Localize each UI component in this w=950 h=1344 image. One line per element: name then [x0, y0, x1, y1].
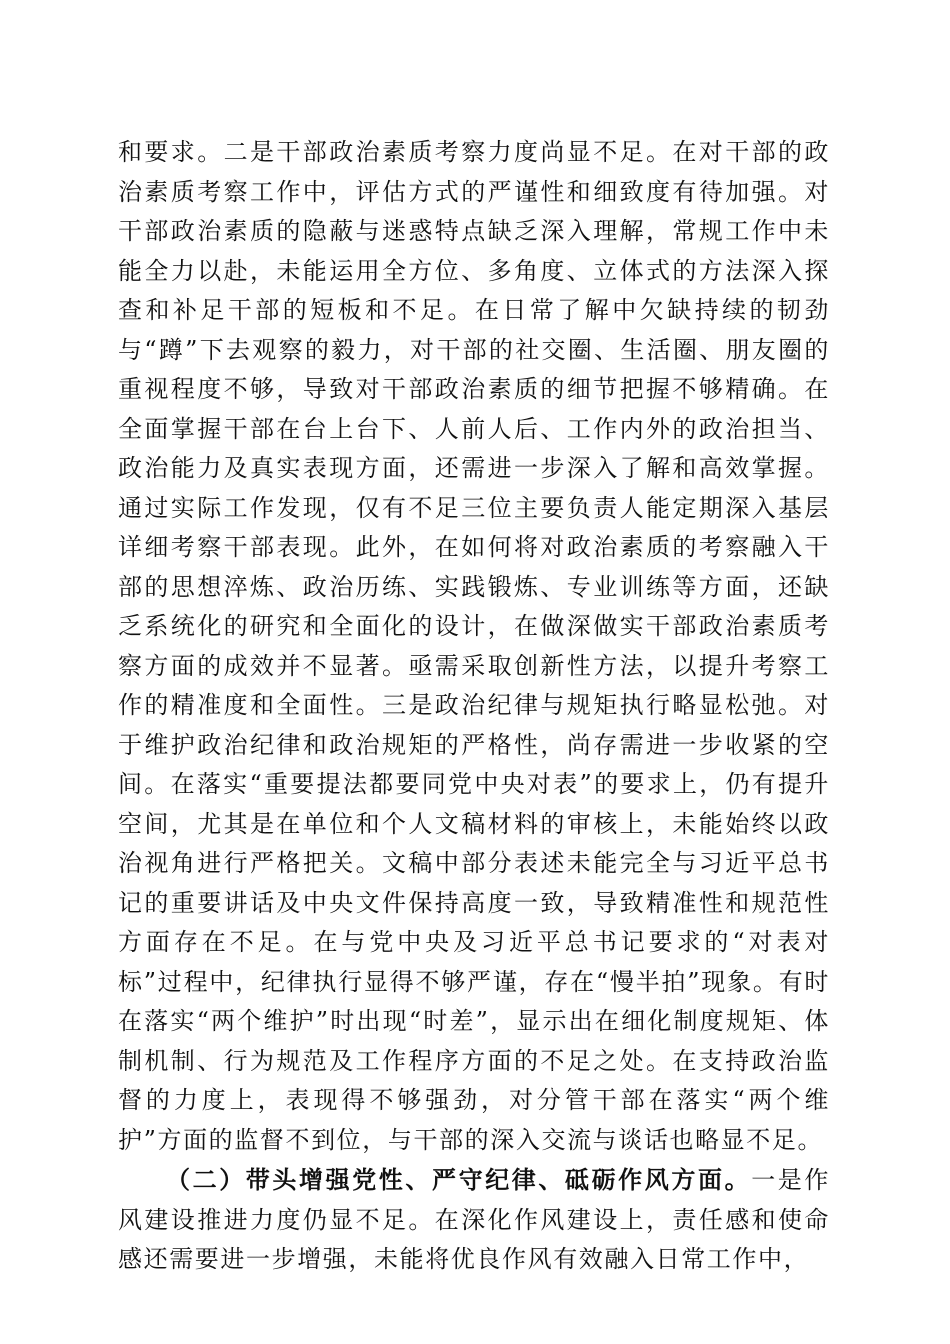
paragraph-text: 和要求。二是干部政治素质考察力度尚显不足。在对干部的政治素质考察工作中，评估方式的严谨性和细致度有待加强。对干部政治素质的隐蔽与迷惑特点缺乏深入理解，常规工作中未能全力以赴，未能运用全方位、多角度、立体式的方法深入探查和补足干部的短板和不足。在日常了解中欠缺持续的韧劲与“蹲”下去观察的毅力，对干部的社交圈、生活圈、朋友圈的重视程度不够，导致对干部政治素质的细节把握不够精确。在全面掌握干部在台上台下、人前人后、工作内外的政治担当、政治能力及真实表现方面，还需进一步深入了解和高效掌握。通过实际工作发现，仅有不足三位主要负责人能定期深入基层详细考察干部表现。此外，在如何将对政治素质的考察融入干部的思想淬炼、政治历练、实践锻炼、专业训练等方面，还缺乏系统化的研究和全面化的设计，在做深做实干部政治素质考察方面的成效并不显著。亟需采取创新性方法，以提升考察工作的精准度和全面性。三是政治纪律与规矩执行略显松弛。对于维护政治纪律和政治规矩的严格性，尚存需进一步收紧的空间。在落实“重要提法都要同党中央对表”的要求上，仍有提升空间，尤其是在单位和个人文稿材料的审核上，未能始终以政治视角进行严格把关。文稿中部分表述未能完全与习近平总书记的重要讲话及中央文件保持高度一致，导致精准性和规范性方面存在不足。在与党中央及习近平总书记要求的“对表对标”过程中，纪律执行显得不够严谨，存在“慢半拍”现象。有时在落实“两个维护”时出现“时差”，显示出在细化制度规矩、体制机制、行为规范及工作程序方面的不足之处。在支持政治监督的力度上，表现得不够强劲，对分管干部在落实“两个维护”方面的监督不到位，与干部的深入交流与谈话也略显不足。	[118, 138, 830, 1154]
section-heading: （二）带头增强党性、严守纪律、砥砺作风方面。	[166, 1165, 752, 1194]
paragraph-political-quality	[118, 133, 830, 1160]
paragraph-text: 一是作风建设推进力度仍显不足。在深化作风建设上，责任感和使命感还需要进一步增强，未能将优良作风有效融入日常工作中，	[118, 1166, 830, 1273]
paragraph-party-discipline	[118, 1160, 830, 1280]
document-body	[118, 133, 830, 1280]
